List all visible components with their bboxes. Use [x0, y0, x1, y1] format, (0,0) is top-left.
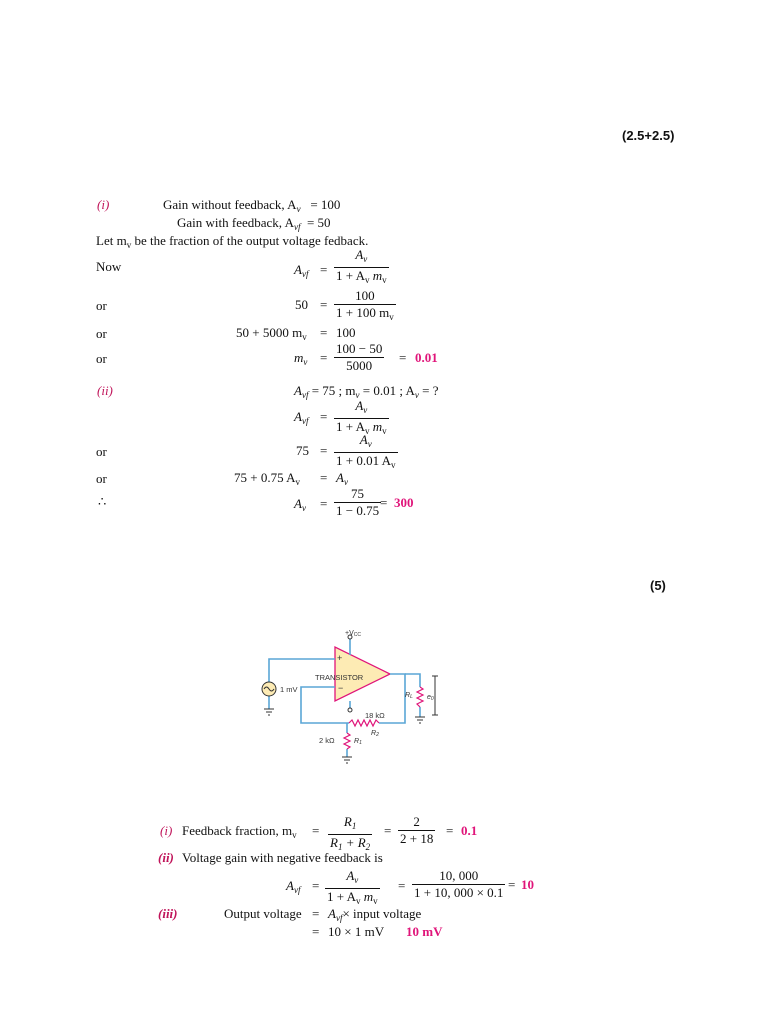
eq5-lhs: $A_{vf}$ [294, 409, 309, 426]
eq3-lhs: 50 + 5000 $m_v$ [236, 325, 307, 342]
part2-i-label: (i) [160, 823, 173, 838]
eq8-fraction: 75 1 − 0.75 [336, 486, 380, 518]
label-or-1: or [96, 298, 107, 313]
eq6-fraction: $A_v$ 1 + 0.01 $A_v$ [336, 432, 396, 470]
plus-label: + [337, 653, 343, 663]
part2-eq7: = [312, 906, 320, 921]
rl-label: RL [405, 692, 413, 700]
eq3-equals: = [320, 325, 328, 340]
part2-ii-label: (ii) [158, 850, 174, 865]
part2-output-line2: 10 × 1 mV [328, 924, 385, 939]
eq8-lhs: $A_v$ [294, 496, 306, 513]
eq5-fraction: $A_v$ $1 + A_v$ $m_v$ [336, 398, 387, 436]
label-or-4: or [96, 444, 107, 459]
part2-output-rhs: $A_{vf}\times$ input voltage [328, 906, 422, 923]
eo-label: e0 [427, 694, 434, 702]
part2-eq1: = [312, 823, 320, 838]
marks-q2: (5) [650, 578, 666, 593]
part1-ii-given: $A_{vf} = 75$ ; $m_v = 0.01$ ; $A_v$ = ? [294, 383, 439, 400]
feedback-amplifier-circuit [255, 625, 455, 775]
eq2-equals: = [320, 297, 328, 312]
part1-gain-with: Gain with feedback, $A_{vf} = 50$ [177, 215, 331, 232]
source-label: 1 mV [280, 685, 298, 694]
r1-value-label: 2 kΩ [319, 736, 335, 745]
part2-frac-d: 10, 000 1 + 10, 000 × 0.1 [414, 868, 504, 900]
part1-gain-without: Gain without feedback, $A_v$ = 100 [163, 197, 341, 214]
part2-eq8: = [312, 924, 320, 939]
result-10: 10 [521, 877, 534, 892]
part1-ii-label: (ii) [97, 383, 113, 398]
part2-feedback-fraction: Feedback fraction, $m_v$ [182, 823, 297, 840]
ground-icon-r1 [342, 757, 352, 763]
eq5-equals: = [320, 409, 328, 424]
resistor-r1 [344, 733, 350, 749]
part2-frac-b: 2 2 + 18 [400, 814, 434, 846]
r2-label: R2 [371, 730, 379, 738]
eq4-lhs: $m_v$ [294, 350, 308, 367]
eq6-equals: = [320, 443, 328, 458]
eq1-fraction: $A_v$ $1 + A_v$ $m_v$ [336, 247, 387, 285]
ground-icon [264, 709, 274, 715]
r1-label: R1 [354, 738, 362, 746]
transistor-label: TRANSISTOR [315, 673, 364, 682]
result-10-mv: 10 mV [406, 924, 443, 939]
part2-eq4: = [312, 878, 320, 893]
eq4-equals: = [320, 350, 328, 365]
ground-terminal [348, 708, 352, 712]
part2-voltage-gain-text: Voltage gain with negative feedback is [182, 850, 383, 865]
eq8-equals-2: = [380, 495, 388, 510]
eq7-equals: = [320, 470, 328, 485]
eq2-fraction: 100 1 + 100 $m_v$ [336, 288, 394, 322]
label-or-5: or [96, 471, 107, 486]
result-0-1: 0.1 [461, 823, 478, 838]
part1-let-line: Let $m_v$ be the fraction of the output voltage fedback. [96, 233, 369, 250]
part2-output-voltage-label: Output voltage [224, 906, 302, 921]
eq7-rhs: $A_v$ [336, 470, 348, 487]
part2-eq2: = [384, 823, 392, 838]
vcc-label: +VCC [345, 630, 361, 638]
result-300: 300 [394, 495, 414, 510]
part2-frac-c: $A_v$ $1 + A_v$ $m_v$ [327, 868, 378, 906]
part2-eq5: = [398, 878, 406, 893]
resistor-rl [417, 687, 423, 707]
part1-i-label: (i) [97, 197, 110, 212]
part2-eq6: = [508, 877, 516, 892]
result-0-01: 0.01 [415, 350, 438, 365]
marks-q1: (2.5+2.5) [622, 128, 675, 143]
eq1-lhs: $A_{vf}$ [294, 262, 309, 279]
eq1-equals: = [320, 262, 328, 277]
part2-eq3: = [446, 823, 454, 838]
label-now: Now [96, 259, 122, 274]
eq4-equals-2: = [399, 350, 407, 365]
label-or-2: or [96, 326, 107, 341]
part2-frac-a: $R_1$ $R_1 + R_2$ [330, 814, 371, 852]
label-or-3: or [96, 351, 107, 366]
minus-label: − [338, 683, 344, 693]
r2-value-label: 18 kΩ [365, 711, 385, 720]
ground-icon-rl [415, 717, 425, 723]
eq2-lhs: 50 [295, 297, 308, 312]
eq7-lhs: 75 + 0.75 $A_v$ [234, 470, 301, 487]
resistor-r2 [349, 720, 379, 726]
eq8-equals: = [320, 496, 328, 511]
part2-iii-label: (iii) [158, 906, 178, 921]
eq4-fraction: 100 − 50 5000 [336, 341, 383, 373]
part2-avf: $A_{vf}$ [286, 878, 301, 895]
therefore-symbol: ∴ [98, 494, 107, 509]
eq6-lhs: 75 [296, 443, 309, 458]
eq3-rhs: 100 [336, 325, 356, 340]
